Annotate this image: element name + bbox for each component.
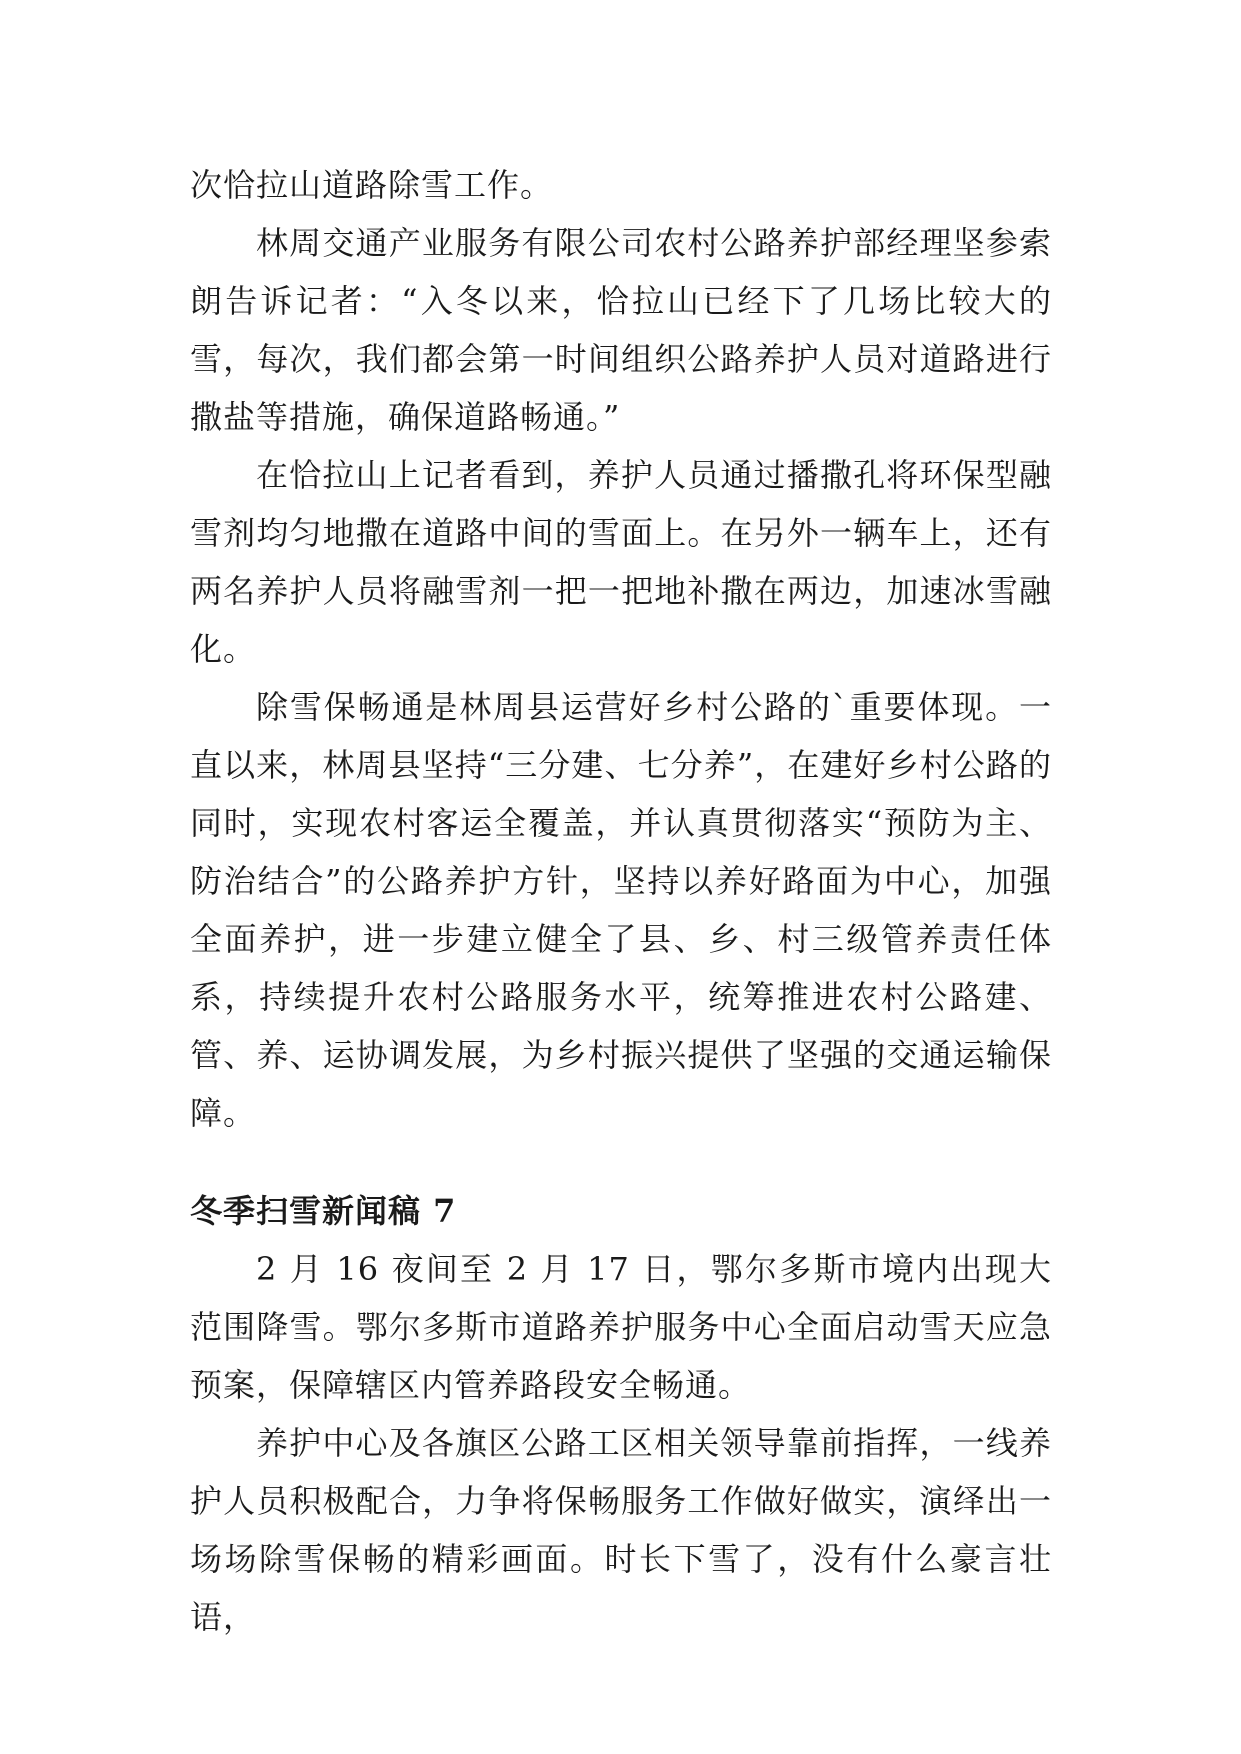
paragraph-continuation: 次恰拉山道路除雪工作。 bbox=[190, 166, 554, 204]
paragraph-frontline-workers: 养护中心及各旗区公路工区相关领导靠前指挥，一线养护人员积极配合，力争将保畅服务工作做好做实，演绎出一场场除雪保畅的精彩画面。时长下雪了，没有什么豪言壮语， bbox=[190, 1424, 1052, 1636]
paragraph-snow-melting: 在恰拉山上记者看到，养护人员通过播撒孔将环保型融雪剂均匀地撒在道路中间的雪面上。在另外一辆车上，还有两名养护人员将融雪剂一把一把地补撒在两边，加速冰雪融化。 bbox=[190, 456, 1052, 668]
document-body bbox=[190, 156, 1052, 1646]
paragraph-snowfall-report: 2 月 16 夜间至 2 月 17 日，鄂尔多斯市境内出现大范围降雪。鄂尔多斯市道路养护服务中心全面启动雪天应急预案，保障辖区内管养路段安全畅通。 bbox=[190, 1250, 1052, 1404]
paragraph-road-maintenance-policy: 除雪保畅通是林周县运营好乡村公路的`重要体现。一直以来，林周县坚持“三分建、七分养”，在建好乡村公路的同时，实现农村客运全覆盖，并认真贯彻落实“预防为主、防治结合”的公路养护方针，坚持以养好路面为中心，加强全面养护，进一步建立健全了县、乡、村三级管养责任体系，持续提升农村公路服务水平，统筹推进农村公路建、管、养、运协调发展，为乡村振兴提供了坚强的交通运输保障。 bbox=[190, 688, 1052, 1132]
paragraph-manager-quote: 林周交通产业服务有限公司农村公路养护部经理坚参索朗告诉记者：“入冬以来，恰拉山已经下了几场比较大的雪，每次，我们都会第一时间组织公路养护人员对道路进行撒盐等措施，确保道路畅通。” bbox=[190, 224, 1052, 436]
section-heading: 冬季扫雪新闻稿 7 bbox=[190, 1192, 457, 1230]
